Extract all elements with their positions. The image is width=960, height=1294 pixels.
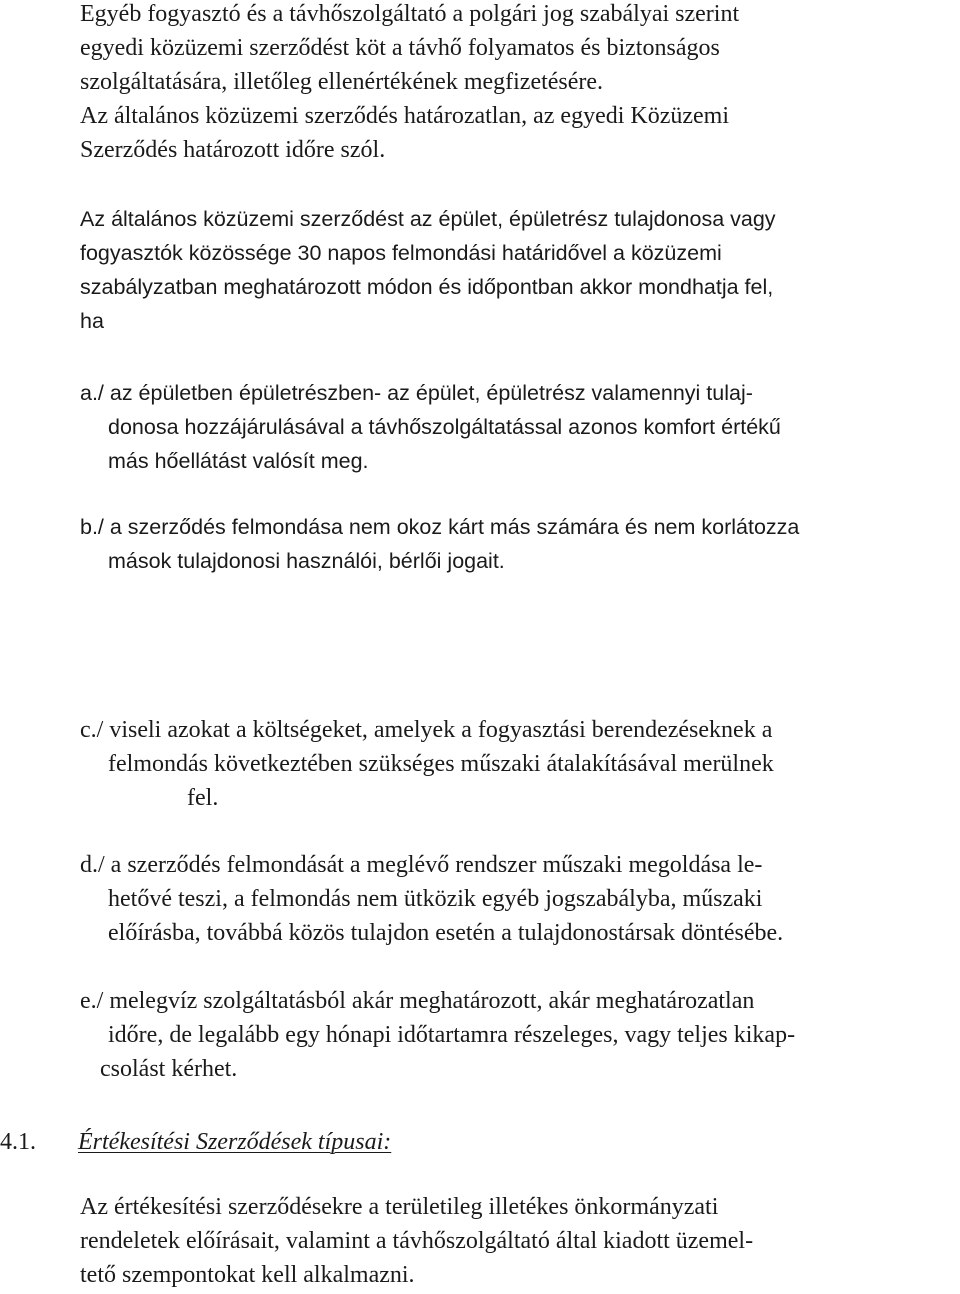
- text-line: e./ melegvíz szolgáltatásból akár meghatározott, akár meghatározatlan: [80, 988, 755, 1014]
- text-line: rendeletek előírásait, valamint a távhőszolgáltató által kiadott üzemel-: [80, 1228, 754, 1254]
- text-line: Egyéb fogyasztó és a távhőszolgáltató a polgári jog szabályai szerint: [80, 1, 740, 27]
- list-item-e: [80, 984, 795, 1086]
- closing-paragraph: [80, 1190, 753, 1292]
- section-heading: [0, 1125, 960, 1159]
- text-line: szolgáltatására, illetőleg ellenértékének megfizetésére.: [80, 69, 604, 95]
- list-item-b: [80, 510, 799, 578]
- text-line: b./ a szerződés felmondása nem okoz kárt más számára és nem korlátozza: [80, 515, 800, 539]
- text-line: csolást kérhet.: [100, 1056, 238, 1082]
- section-number: 4.1.: [0, 1129, 36, 1155]
- text-line: más hőellátást valósít meg.: [108, 449, 369, 473]
- text-line: Az értékesítési szerződésekre a területileg illetékes önkormányzati: [80, 1194, 719, 1220]
- text-line: hetővé teszi, a felmondás nem ütközik egyéb jogszabályba, műszaki: [108, 886, 763, 912]
- list-item-a: [80, 376, 781, 478]
- termination-paragraph: [80, 202, 776, 338]
- list-item-c: [80, 713, 774, 815]
- text-line: fel.: [187, 785, 219, 811]
- text-line: donosa hozzájárulásával a távhőszolgáltatással azonos komfort értékű: [108, 415, 781, 439]
- text-line: szabályzatban meghatározott módon és időpontban akkor mondhatja fel,: [80, 275, 774, 299]
- text-line: egyedi közüzemi szerződést köt a távhő folyamatos és biztonságos: [80, 35, 720, 61]
- text-line: c./ viseli azokat a költségeket, amelyek a fogyasztási berendezéseknek a: [80, 717, 773, 743]
- text-line: d./ a szerződés felmondását a meglévő rendszer műszaki megoldása le-: [80, 852, 763, 878]
- text-line: Az általános közüzemi szerződés határozatlan, az egyedi Közüzemi: [80, 103, 730, 129]
- intro-paragraph: [80, 0, 739, 167]
- text-line: ha: [80, 309, 104, 333]
- text-line: Az általános közüzemi szerződést az épület, épületrész tulajdonosa vagy: [80, 207, 776, 231]
- text-line: Szerződés határozott időre szól.: [80, 137, 386, 163]
- text-line: felmondás következtében szükséges műszaki átalakításával merülnek: [108, 751, 774, 777]
- text-line: mások tulajdonosi használói, bérlői jogait.: [108, 549, 505, 573]
- list-item-d: [80, 848, 783, 950]
- text-line: időre, de legalább egy hónapi időtartamra részeleges, vagy teljes kikap-: [108, 1022, 796, 1048]
- text-line: a./ az épületben épületrészben- az épület, épületrész valamennyi tulaj-: [80, 381, 753, 405]
- text-line: tető szempontokat kell alkalmazni.: [80, 1262, 415, 1288]
- text-line: előírásba, továbbá közös tulajdon esetén a tulajdonostársak döntésébe.: [108, 920, 784, 946]
- text-line: fogyasztók közössége 30 napos felmondási határidővel a közüzemi: [80, 241, 722, 265]
- section-title: Értékesítési Szerződések típusai:: [78, 1129, 392, 1155]
